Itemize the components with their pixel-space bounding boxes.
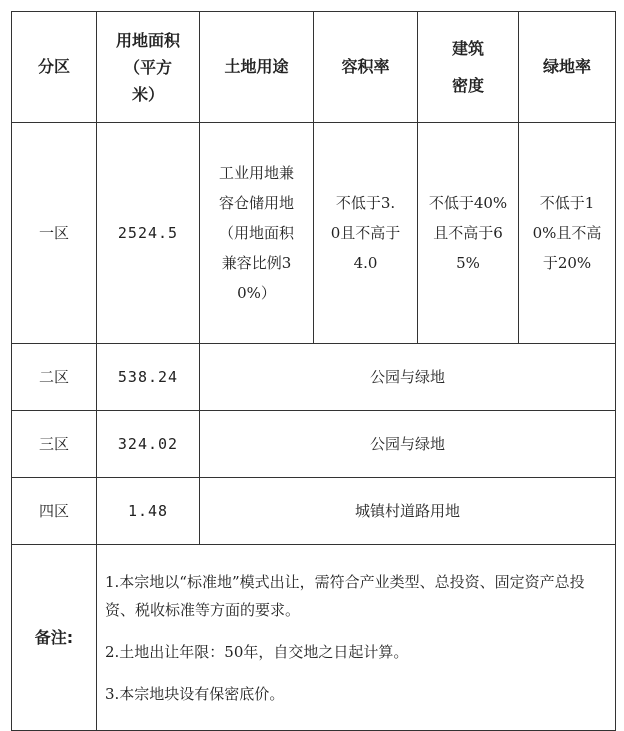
header-area-line2: （平方 bbox=[123, 57, 172, 77]
header-area-line3: 米） bbox=[131, 84, 164, 104]
header-density-line2: 密度 bbox=[451, 76, 484, 95]
header-zone: 分区 bbox=[12, 12, 97, 123]
land-use-line: 0%） bbox=[237, 284, 276, 302]
note-item: 1.本宗地以“标准地”模式出让，需符合产业类型、总投资、固定资产总投资、税收标准等方面的要求。 bbox=[105, 572, 585, 619]
area-cell: 1.48 bbox=[97, 478, 200, 545]
density-line: 且不高于6 bbox=[433, 224, 503, 242]
notes-label: 备注: bbox=[12, 545, 97, 731]
zone-cell: 一区 bbox=[12, 123, 97, 344]
far-line: 不低于3. bbox=[335, 194, 396, 212]
area-cell: 538.24 bbox=[97, 344, 200, 411]
header-green-ratio: 绿地率 bbox=[519, 12, 616, 123]
density-line: 不低于40% bbox=[428, 194, 508, 212]
table-row bbox=[12, 344, 616, 411]
land-use-line: （用地面积 bbox=[218, 224, 294, 242]
density-line: 5% bbox=[456, 254, 480, 272]
area-cell: 324.02 bbox=[97, 411, 200, 478]
land-use-line: 容仓储用地 bbox=[218, 194, 294, 212]
table-row bbox=[12, 478, 616, 545]
header-area bbox=[97, 12, 200, 123]
header-building-density bbox=[418, 12, 519, 123]
land-use-line: 工业用地兼 bbox=[218, 164, 294, 182]
table-row bbox=[12, 411, 616, 478]
land-use-table bbox=[11, 11, 616, 731]
land-use-cell bbox=[200, 123, 314, 344]
table-row bbox=[12, 123, 616, 344]
far-line: 0且不高于 bbox=[330, 224, 401, 242]
building-density-cell bbox=[418, 123, 519, 344]
notes-cell bbox=[97, 545, 616, 731]
far-line: 4.0 bbox=[353, 254, 378, 272]
green-line: 不低于1 bbox=[539, 194, 595, 212]
green-line: 于20% bbox=[542, 254, 592, 272]
land-use-cell: 公园与绿地 bbox=[200, 344, 616, 411]
land-use-line: 兼容比例3 bbox=[221, 254, 292, 272]
green-ratio-cell bbox=[519, 123, 616, 344]
header-row bbox=[12, 12, 616, 123]
zone-cell: 二区 bbox=[12, 344, 97, 411]
zone-cell: 四区 bbox=[12, 478, 97, 545]
area-cell: 2524.5 bbox=[97, 123, 200, 344]
note-item: 2.土地出让年限：50年，自交地之日起计算。 bbox=[105, 642, 409, 661]
zone-cell: 三区 bbox=[12, 411, 97, 478]
notes-row bbox=[12, 545, 616, 731]
header-land-use: 土地用途 bbox=[200, 12, 314, 123]
floor-area-ratio-cell bbox=[314, 123, 418, 344]
green-line: 0%且不高 bbox=[532, 224, 602, 242]
land-use-cell: 公园与绿地 bbox=[200, 411, 616, 478]
header-density-line1: 建筑 bbox=[451, 39, 484, 58]
header-floor-area-ratio: 容积率 bbox=[314, 12, 418, 123]
land-use-cell: 城镇村道路用地 bbox=[200, 478, 616, 545]
header-area-line1: 用地面积 bbox=[115, 30, 180, 50]
note-item: 3.本宗地块设有保密底价。 bbox=[105, 684, 285, 703]
